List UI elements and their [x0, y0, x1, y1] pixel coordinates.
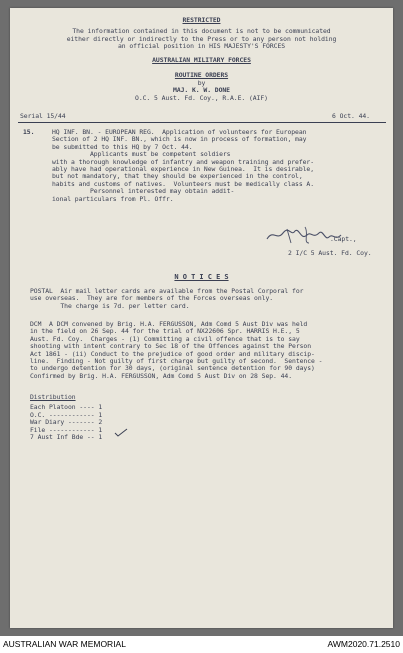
dcm-line: Aust. Fd. Coy. Charges - (1) Committing a civil offence that is to say: [30, 334, 300, 343]
dcm-line: to undergo detention for 30 days, (original sentence detention for 90 days): [30, 364, 315, 373]
signature-rank: .Capt.,: [330, 235, 357, 243]
item-line: with a thorough knowledge of infantry and weapon training and prefer-: [52, 157, 315, 166]
distribution-row: 7 Aust Inf Bde -- 1: [30, 433, 103, 442]
unit-line: O.C. 5 Aust. Fd. Coy., R.A.E. (AIF): [135, 93, 268, 102]
postal-line: The charge is 7d. per letter card.: [30, 301, 190, 310]
by-label: by: [197, 78, 206, 87]
footer-accession: AWM2020.71.2510: [327, 639, 400, 649]
dcm-line: Act 1861 - (ii) Conduct to the prejudice of good order and military discip-: [30, 349, 315, 358]
notices-heading: N O T I C E S: [174, 273, 229, 281]
distribution-heading: Distribution: [30, 393, 76, 401]
tick-mark-icon: [114, 428, 128, 438]
force-heading: AUSTRALIAN MILITARY FORCES: [152, 56, 251, 64]
item-line: habits and customs of natives. Volunteers must be medically class A.: [52, 179, 315, 188]
dcm-line: in the field on 26 Sep. 44 for the trial of NX22606 Spr. HARRIS H.E., 5: [30, 327, 300, 336]
distribution-row: War Diary ------- 2: [30, 418, 103, 427]
item-line: HQ INF. BN. - EUROPEAN REG. Application of volunteers for European: [52, 128, 307, 136]
warning-line-3: an official position in HIS MAJESTY'S FORCES: [117, 42, 286, 50]
document-page: [10, 8, 393, 628]
serial-date: 6 Oct. 44.: [332, 112, 370, 120]
item-line: Section of 2 HQ INF. BN., which is now in process of formation, may: [52, 135, 307, 144]
serial-divider: [18, 122, 386, 123]
footer-institution: AUSTRALIAN WAR MEMORIAL: [3, 639, 126, 649]
dcm-line: shooting with intent contrary to Sec 18 of the Offences against the Person: [30, 342, 312, 351]
archive-footer: [0, 636, 403, 653]
dcm-line: DCM A DCM convened by Brig. H.A. FERGUSSON, Adm Comd 5 Aust Div was held: [30, 320, 308, 328]
dcm-line: Confirmed by Brig. H.A. FERGUSSON, Adm Comd 5 Aust Div on 28 Sep. 44.: [30, 371, 293, 380]
orders-title: ROUTINE ORDERS: [174, 71, 229, 79]
officer-name: MAJ. K. W. DONE: [173, 86, 230, 94]
warning-line-1: The information contained in this document is not to be communicated: [72, 27, 331, 35]
item-line: but not mandatory, that they should be experienced in the control,: [52, 172, 303, 181]
postal-line: use overseas. They are for members of the Forces overseas only.: [30, 294, 274, 303]
dcm-line: line. Finding - Not guilty of first charge but guilty of second. Sentence -: [30, 357, 323, 365]
item-line: Personnel interested may obtain addit-: [52, 187, 235, 196]
distribution-row: File ------------ 1: [30, 425, 103, 434]
warning-line-2: either directly or indirectly to the Press or to any person not holding: [66, 34, 337, 43]
serial-number: Serial 15/44: [20, 112, 66, 120]
item-line: Applicants must be competent soldiers: [52, 150, 231, 159]
postal-line: POSTAL Air mail letter cards are available from the Postal Corporal for: [30, 287, 304, 295]
distribution-row: O.C. ------------ 1: [30, 410, 103, 419]
item-line: ably have had operational experience in New Guinea. It is desirable,: [52, 165, 315, 173]
item-number: 15.: [23, 128, 35, 136]
signature-unit: 2 I/C 5 Aust. Fd. Coy.: [288, 249, 372, 257]
item-line: be submitted to this HQ by 7 Oct. 44.: [52, 142, 193, 151]
distribution-row: Each Platoon ---- 1: [30, 403, 103, 411]
classification-heading: RESTRICTED: [182, 16, 221, 24]
item-line: ional particulars from Pl. Offr.: [52, 194, 174, 203]
